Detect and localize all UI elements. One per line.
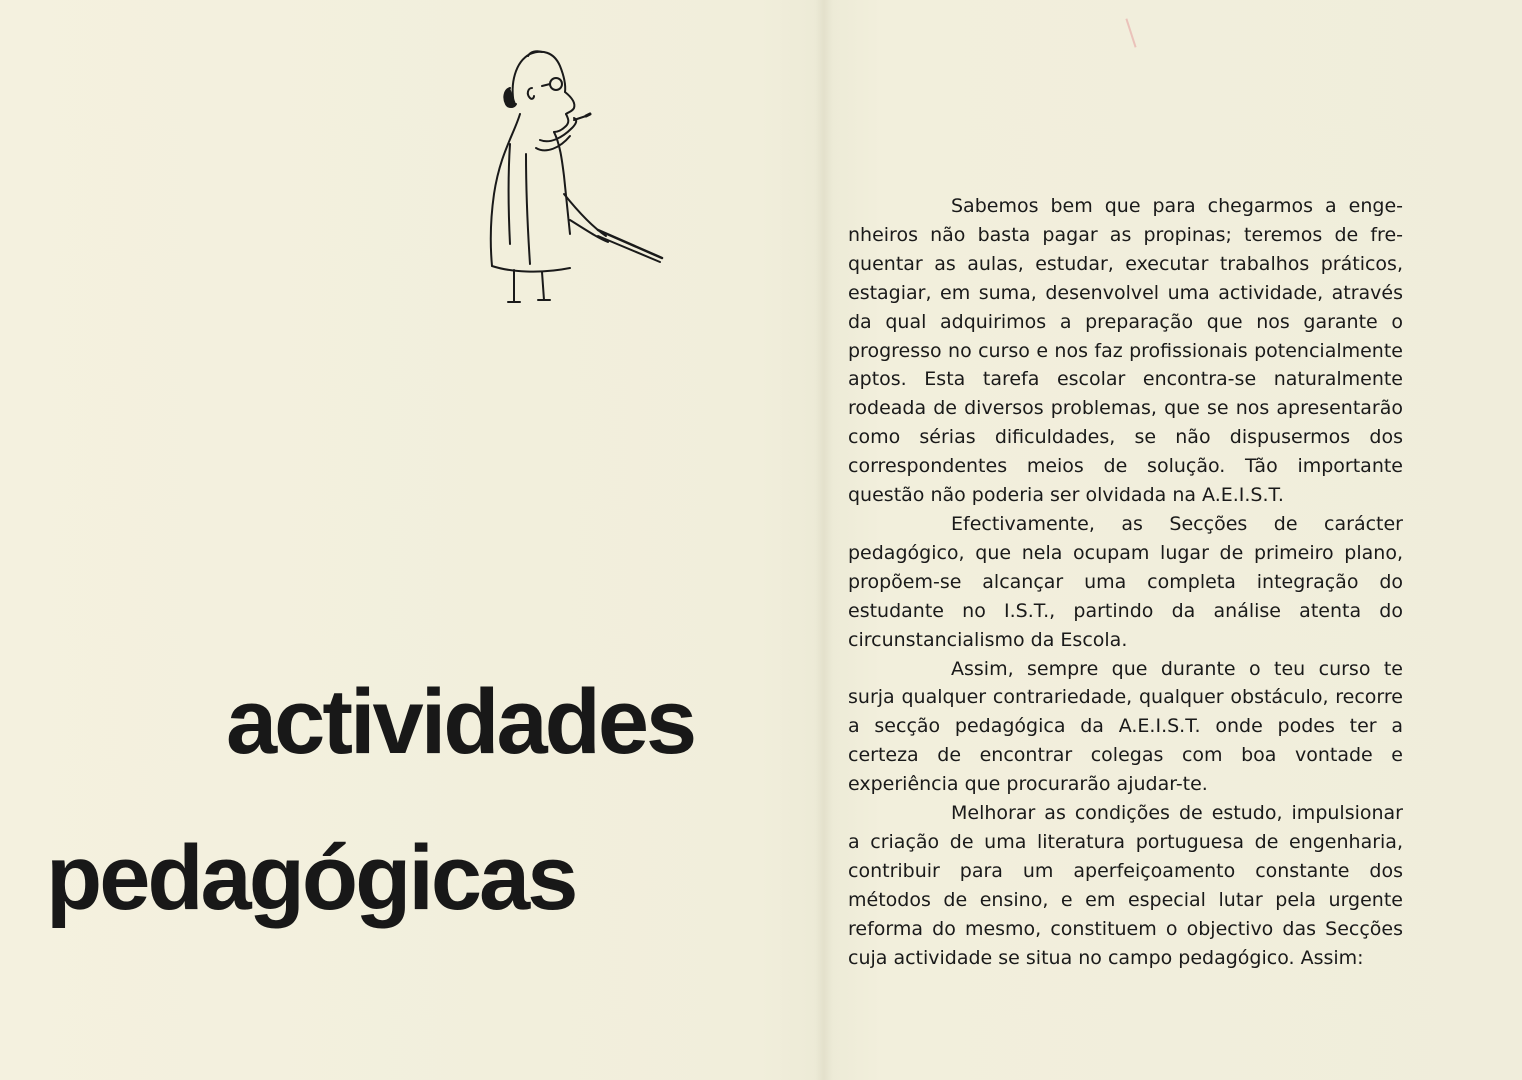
right-page: [833, 0, 1522, 1080]
body-text: [848, 192, 1403, 972]
paragraph: Efectivamente, as Secções de carácter pedagógico, que nela ocupam lugar de primeiro plano, propõem-se alcançar uma completa integração do estudante no I.S.T., partindo da análise atenta do circunstancialismo da Escola.: [848, 512, 1403, 651]
paragraph: Melhorar as condições de estudo, impulsionar a criação de uma literatura portuguesa de engenharia, contribuir para um aperfeiçoamento constante dos métodos de ensino, e em especial lutar pela urgente reforma do mesmo, constituem o objectivo das Secções cuja actividade se situa no campo pedagógico. Assim:: [848, 802, 1403, 969]
cartoon-man-pointing-icon: [470, 44, 670, 309]
page-fold: [815, 0, 833, 1080]
title-line-pedagogicas: pedagógicas: [46, 827, 576, 929]
title-line-actividades: actividades: [226, 671, 695, 773]
paragraph: Assim, sempre que durante o teu curso te surja qualquer contrariedade, qualquer obstáculo, recorre a secção pedagógica da A.E.I.S.T. onde podes ter a certeza de encontrar colegas com boa vontade e experiência que procurarão ajudar-te.: [848, 657, 1403, 796]
paragraph: Sabemos bem que para chegarmos a engenheiros não basta pagar as propinas; teremos de frequentar as aulas, estudar, executar trabalhos práticos, estagiar, em suma, desenvolvel uma actividade, através da qual adquirimos a preparação que nos garante o progresso no curso e nos faz profissionais potencialmente aptos. Esta tarefa escolar encontra-se naturalmente rodeada de diversos problemas, que se nos apresentarão como sérias dificuldades, se não dispusermos dos correspondentes meios de solução. Tão importante questão não poderia ser olvidada na A.E.I.S.T.: [848, 195, 1403, 507]
